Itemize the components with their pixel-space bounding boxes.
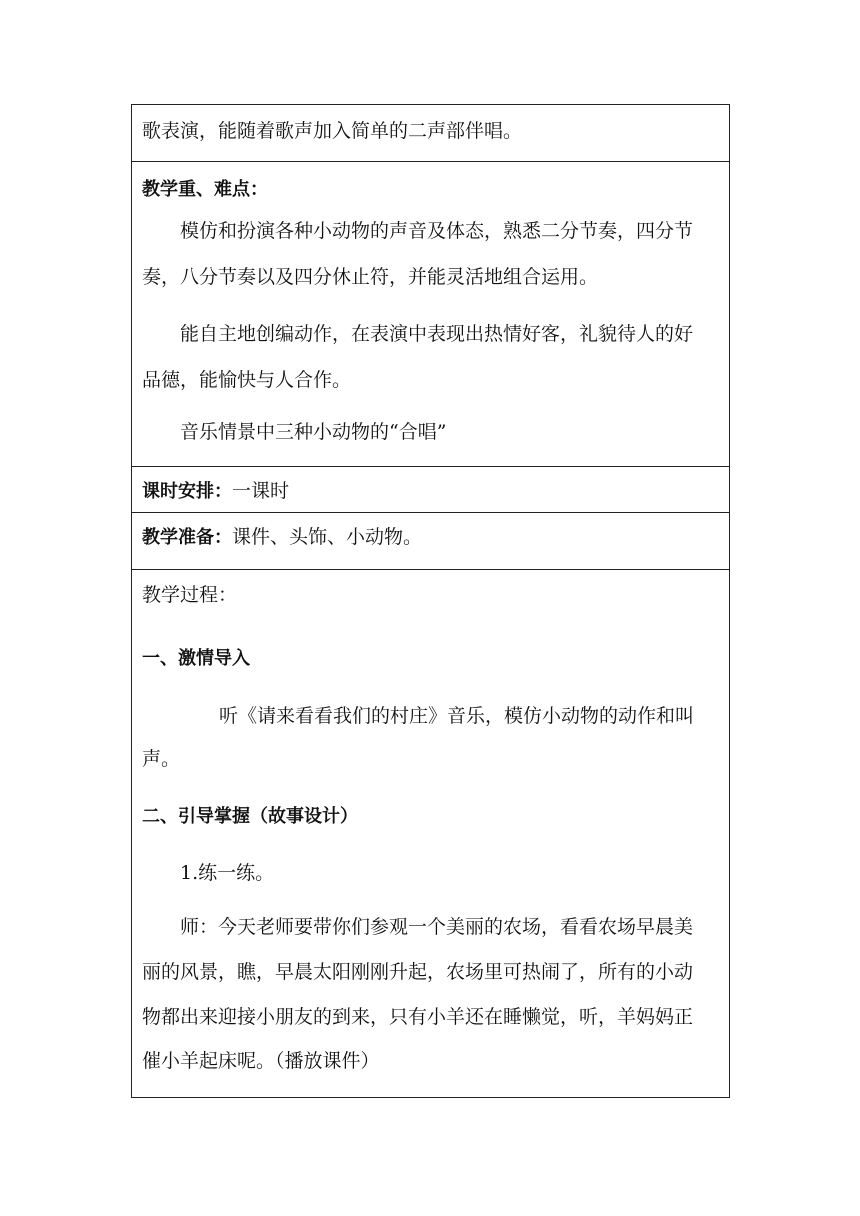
key-points-p1-line2: 奏，八分节奏以及四分休止符，并能灵活地组合运用。: [142, 266, 599, 288]
key-points-p2-line2: 品德，能愉快与人合作。: [142, 369, 352, 391]
key-difficult-points-row: [132, 162, 729, 467]
section1-line1: 听《请来看看我们的村庄》音乐，模仿小动物的动作和叫: [219, 705, 695, 727]
preparation-label: 教学准备：: [142, 527, 232, 548]
section1-line2: 声。: [142, 748, 181, 770]
preparation-value: 课件、头饰、小动物。: [232, 526, 423, 548]
lesson-plan-table: [131, 104, 730, 1098]
class-hours-label: 课时安排：: [142, 481, 232, 502]
preparation-row: [132, 513, 729, 570]
story-line2: 丽的风景，瞧，早晨太阳刚刚升起，农场里可热闹了，所有的小动: [142, 961, 694, 983]
teaching-process-row: [132, 570, 729, 1098]
key-points-p1-line1: 模仿和扮演各种小动物的声音及体态，熟悉二分节奏，四分节: [180, 220, 694, 242]
key-points-p2-line1: 能自主地创编动作，在表演中表现出热情好客，礼貌待人的好: [180, 323, 694, 345]
class-hours-row: [132, 467, 729, 513]
story-line4: 催小羊起床呢。（播放课件）: [142, 1050, 380, 1072]
key-points-p3-line1: 音乐情景中三种小动物的“合唱”: [180, 421, 447, 443]
story-line3: 物都出来迎接小朋友的到来，只有小羊还在睡懒觉，听，羊妈妈正: [142, 1006, 694, 1028]
objective-continuation-row: [132, 105, 729, 162]
class-hours-line: [142, 479, 289, 504]
section1-title: 一、激情导入: [142, 648, 250, 669]
story-line1: 师：今天老师要带你们参观一个美丽的农场，看看农场早晨美: [180, 916, 694, 938]
objective-text: 歌表演，能随着歌声加入简单的二声部伴唱。: [142, 120, 523, 142]
key-points-heading: 教学重、难点：: [142, 179, 268, 200]
process-intro: 教学过程：: [142, 584, 238, 606]
preparation-line: [142, 525, 422, 550]
section2-title: 二、引导掌握（故事设计）: [142, 806, 358, 827]
section2-item1: 1.练一练。: [180, 862, 275, 884]
class-hours-value: 一课时: [232, 480, 290, 502]
